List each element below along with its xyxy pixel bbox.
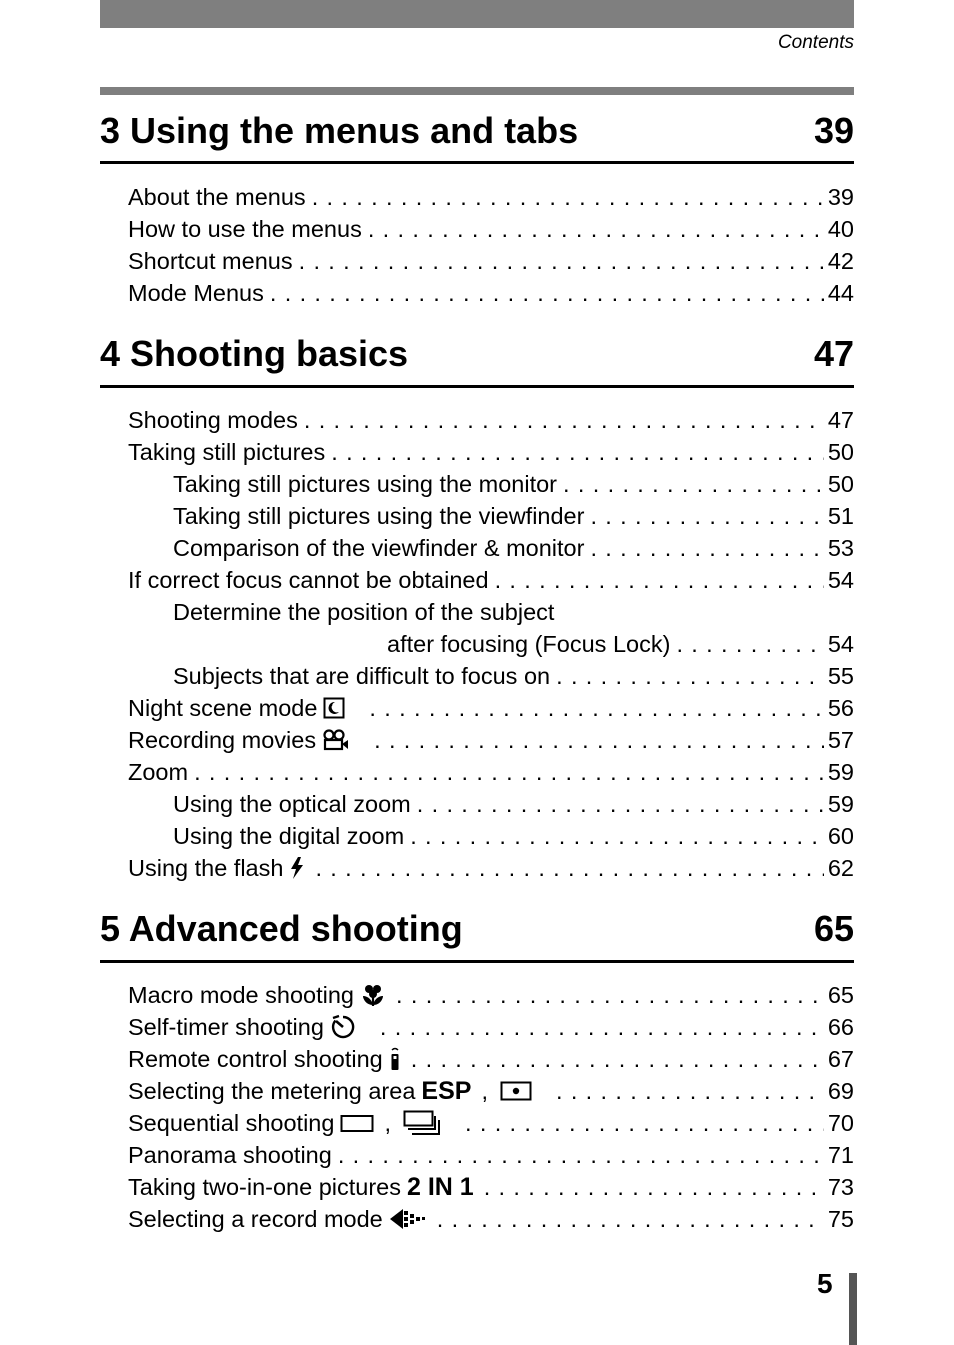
chapter-rule [100, 161, 854, 164]
entry-page: 57 [824, 724, 854, 756]
toc-entry[interactable]: If correct focus cannot be obtained . . . 54 [0, 564, 954, 596]
entry-page: 75 [824, 1203, 854, 1235]
night-scene-icon [323, 697, 345, 719]
chapter-rule [100, 385, 854, 388]
toc-entry[interactable]: Subjects that are difficult to focus on . . . 55 [0, 660, 954, 692]
entry-page: 69 [824, 1075, 854, 1107]
toc-entry[interactable]: Selecting the metering area ESP , . . . 69 [0, 1075, 954, 1107]
toc-entry[interactable]: Shortcut menus . . . 42 [0, 245, 954, 277]
entry-page: 67 [824, 1043, 854, 1075]
toc-entry[interactable]: Using the optical zoom . . . 59 [0, 788, 954, 820]
chapter-page: 65 [813, 908, 854, 949]
toc-entry[interactable]: Taking still pictures . . . 50 [0, 436, 954, 468]
entry-page: 42 [824, 245, 854, 277]
top-divider [100, 87, 854, 95]
entry-page: 60 [824, 820, 854, 852]
self-timer-icon [330, 1014, 356, 1040]
toc-entry[interactable]: Zoom . . . 59 [0, 756, 954, 788]
entry-page: 50 [824, 468, 854, 500]
top-gray-bar [100, 0, 854, 28]
flash-icon [289, 856, 305, 880]
entry-page: 62 [824, 852, 854, 884]
entry-page: 44 [824, 277, 854, 309]
chapter-3-heading[interactable] [100, 110, 854, 151]
chapter-title: 3 Using the menus and tabs [100, 110, 579, 151]
toc-entry[interactable]: Recording movies . . . 57 [0, 724, 954, 756]
toc-entry[interactable]: Mode Menus . . . 44 [0, 277, 954, 309]
entry-page: 40 [824, 213, 854, 245]
chapter-5-entries [0, 979, 954, 1235]
entry-page: 71 [824, 1139, 854, 1171]
chapter-page: 39 [813, 110, 854, 151]
esp-metering-icon: ESP [421, 1077, 472, 1105]
toc-entry[interactable]: Selecting a record mode . . . 75 [0, 1203, 954, 1235]
entry-page: 39 [824, 181, 854, 213]
entry-page: 50 [824, 436, 854, 468]
running-head: Contents [777, 32, 854, 53]
toc-entry[interactable]: Taking still pictures using the monitor . . . 50 [0, 468, 954, 500]
chapter-5-heading[interactable] [100, 908, 854, 949]
chapter-title: 4 Shooting basics [100, 333, 409, 374]
page-number: 5 [817, 1268, 833, 1299]
entry-page: 56 [824, 692, 854, 724]
toc-entry[interactable]: Self-timer shooting . . . 66 [0, 1011, 954, 1043]
movie-camera-icon [322, 729, 350, 751]
single-frame-icon [340, 1113, 374, 1133]
toc-entry[interactable]: About the menus . . . 39 [0, 181, 954, 213]
toc-entry[interactable]: Determine the position of the subject [173, 599, 555, 625]
toc-entry[interactable]: after focusing (Focus Lock) . . . 54 [0, 628, 954, 660]
toc-entry[interactable]: Remote control shooting . . . 67 [0, 1043, 954, 1075]
toc-entry[interactable]: Shooting modes . . . 47 [0, 404, 954, 436]
toc-entry[interactable]: Macro mode shooting . . . 65 [0, 979, 954, 1011]
entry-page: 53 [824, 532, 854, 564]
macro-flower-icon [360, 983, 386, 1007]
entry-page: 65 [824, 979, 854, 1011]
entry-page: 73 [824, 1171, 854, 1203]
toc-entry[interactable]: Panorama shooting . . . 71 [0, 1139, 954, 1171]
sequential-frames-icon [403, 1110, 441, 1136]
record-mode-icon [389, 1207, 427, 1231]
toc-entry[interactable]: Using the digital zoom . . . 60 [0, 820, 954, 852]
two-in-one-icon: 2 IN 1 [407, 1173, 474, 1201]
toc-entry[interactable]: Taking two-in-one pictures 2 IN 1 . . . 73 [0, 1171, 954, 1203]
toc-entry[interactable]: Sequential shooting , . . . 70 [0, 1107, 954, 1139]
remote-control-icon [389, 1046, 401, 1072]
toc-entry[interactable]: How to use the menus . . . 40 [0, 213, 954, 245]
chapter-title: 5 Advanced shooting [100, 908, 463, 949]
entry-page: 59 [824, 788, 854, 820]
chapter-page: 47 [813, 333, 854, 374]
toc-entry[interactable]: Using the flash . . . 62 [0, 852, 954, 884]
entry-page: 66 [824, 1011, 854, 1043]
entry-page: 54 [824, 628, 854, 660]
page-edge-bar [849, 1273, 857, 1345]
chapter-rule [100, 960, 854, 963]
toc-entry[interactable]: Comparison of the viewfinder & monitor . . . 53 [0, 532, 954, 564]
entry-page: 55 [824, 660, 854, 692]
entry-page: 59 [824, 756, 854, 788]
entry-page: 70 [824, 1107, 854, 1139]
chapter-4-entries [0, 404, 954, 884]
entry-page: 47 [824, 404, 854, 436]
toc-entry[interactable]: Taking still pictures using the viewfinder . . . 51 [0, 500, 954, 532]
toc-entry[interactable]: Night scene mode . . . 56 [0, 692, 954, 724]
chapter-3-entries [0, 181, 954, 309]
entry-page: 51 [824, 500, 854, 532]
chapter-4-heading[interactable] [100, 333, 854, 374]
spot-metering-icon [500, 1081, 532, 1101]
entry-page: 54 [824, 564, 854, 596]
